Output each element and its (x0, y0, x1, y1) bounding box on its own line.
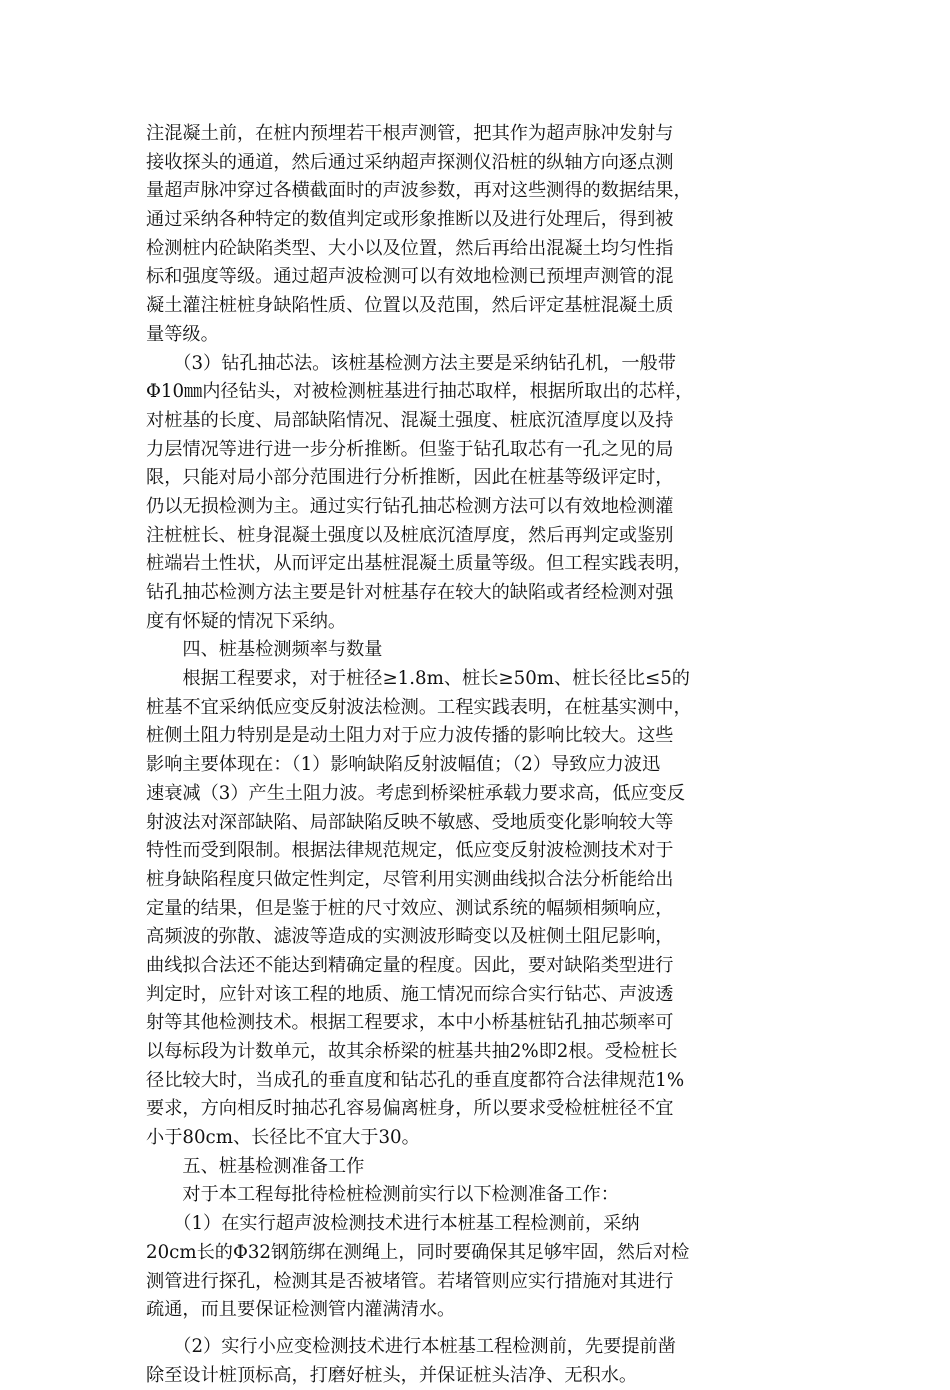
text-line: 限，只能对局小部分范围进行分析推断，因此在桩基等级评定时， (146, 467, 674, 489)
paragraph (146, 1210, 806, 1325)
text-line: 检测桩内砼缺陷类型、大小以及位置，然后再给出混凝土均匀性指 (146, 237, 674, 259)
text-line: 要求，方向相反时抽芯孔容易偏离桩身，所以要求受检桩桩径不宜 (146, 1098, 674, 1120)
text-line: 力层情况等进行进一步分析推断。但鉴于钻孔取芯有一孔之见的局 (146, 438, 674, 460)
paragraph (146, 636, 806, 665)
text-line: 五、桩基检测准备工作 (146, 1155, 365, 1177)
text-line: 四、桩基检测频率与数量 (146, 639, 383, 661)
text-line: 接收探头的通道，然后通过采纳超声探测仪沿桩的纵轴方向逐点测 (146, 151, 674, 173)
text-line: 通过采纳各种特定的数值判定或形象推断以及进行处理后，得到被 (146, 209, 674, 231)
paragraph (146, 350, 806, 637)
paragraph (146, 1333, 806, 1390)
text-line: 标和强度等级。通过超声波检测可以有效地检测已预埋声测管的混 (146, 266, 674, 288)
text-line: 度有怀疑的情况下采纳。 (146, 610, 347, 632)
text-line: （3）钻孔抽芯法。该桩基检测方法主要是采纳钻孔机，一般带 (146, 352, 676, 374)
text-line: 曲线拟合法还不能达到精确定量的程度。因此，要对缺陷类型进行 (146, 954, 674, 976)
paragraph (146, 665, 806, 1153)
text-line: 桩基不宜采纳低应变反射波法检测。工程实践表明，在桩基实测中， (146, 696, 692, 718)
text-line: 速衰减（3）产生土阻力波。考虑到桥梁桩承载力要求高，低应变反 (146, 782, 686, 804)
document-body (146, 120, 806, 1390)
text-line: 注桩桩长、桩身混凝土强度以及桩底沉渣厚度，然后再判定或鉴别 (146, 524, 674, 546)
text-line: 测管进行探孔，检测其是否被堵管。若堵管则应实行措施对其进行 (146, 1270, 674, 1292)
text-line: 注混凝土前，在桩内预埋若干根声测管，把其作为超声脉冲发射与 (146, 123, 674, 144)
text-line: 高频波的弥散、滤波等造成的实测波形畸变以及桩侧土阻尼影响， (146, 926, 674, 948)
text-line: 以每标段为计数单元，故其余桥梁的桩基共抽2%即2根。受检桩长 (146, 1041, 678, 1062)
text-line: 小于80cm、长径比不宜大于30。 (146, 1127, 420, 1149)
text-line: 影响主要体现在：（1）影响缺陷反射波幅值；（2）导致应力波迅 (146, 754, 661, 776)
text-line: 对于本工程每批待检桩检测前实行以下检测准备工作： (146, 1184, 619, 1206)
text-line: 量超声脉冲穿过各横截面时的声波参数，再对这些测得的数据结果， (146, 180, 692, 202)
text-line: 射等其他检测技术。根据工程要求，本中小桥基桩钻孔抽芯频率可 (146, 1012, 674, 1034)
text-line: 桩侧土阻力特别是是动土阻力对于应力波传播的影响比较大。这些 (146, 725, 674, 747)
text-line: 20cm长的Φ32钢筋绑在测绳上，同时要确保其足够牢固，然后对检 (146, 1241, 690, 1263)
text-line: 钻孔抽芯检测方法主要是针对桩基存在较大的缺陷或者经检测对强 (146, 582, 674, 603)
text-line: 桩端岩土性状，从而评定出基桩混凝土质量等级。但工程实践表明， (146, 553, 692, 575)
text-line: 凝土灌注桩桩身缺陷性质、位置以及范围，然后评定基桩混凝土质 (146, 295, 674, 317)
text-line: 对桩基的长度、局部缺陷情况、混凝土强度、桩底沉渣厚度以及持 (146, 409, 674, 431)
text-line: 根据工程要求，对于桩径≥1.8m、桩长≥50m、桩长径比≤5的 (146, 668, 690, 690)
paragraph (146, 120, 806, 350)
text-line: Φ10㎜内径钻头，对被检测桩基进行抽芯取样，根据所取出的芯样， (146, 381, 694, 403)
text-line: 定量的结果，但是鉴于桩的尺寸效应、测试系统的幅频相频响应， (146, 897, 674, 919)
text-line: （1）在实行超声波检测技术进行本桩基工程检测前，采纳 (146, 1213, 640, 1235)
text-line: 特性而受到限制。根据法律规范规定，低应变反射波检测技术对于 (146, 840, 674, 862)
text-line: 仍以无损检测为主。通过实行钻孔抽芯检测方法可以有效地检测灌 (146, 495, 674, 517)
text-line: 径比较大时，当成孔的垂直度和钻芯孔的垂直度都符合法律规范1% (146, 1069, 685, 1091)
paragraph-gap (146, 1325, 806, 1333)
text-line: （2）实行小应变检测技术进行本桩基工程检测前，先要提前凿 (146, 1335, 676, 1357)
paragraph (146, 1181, 806, 1210)
text-line: 射波法对深部缺陷、局部缺陷反映不敏感、受地质变化影响较大等 (146, 811, 674, 833)
text-line: 除至设计桩顶标高，打磨好桩头，并保证桩头洁净、无积水。 (146, 1364, 638, 1386)
text-line: 判定时，应针对该工程的地质、施工情况而综合实行钻芯、声波透 (146, 983, 674, 1005)
text-line: 疏通，而且要保证检测管内灌满清水。 (146, 1299, 456, 1321)
text-line: 桩身缺陷程度只做定性判定，尽管利用实测曲线拟合法分析能给出 (146, 868, 674, 890)
text-line: 量等级。 (146, 323, 219, 345)
paragraph (146, 1153, 806, 1182)
